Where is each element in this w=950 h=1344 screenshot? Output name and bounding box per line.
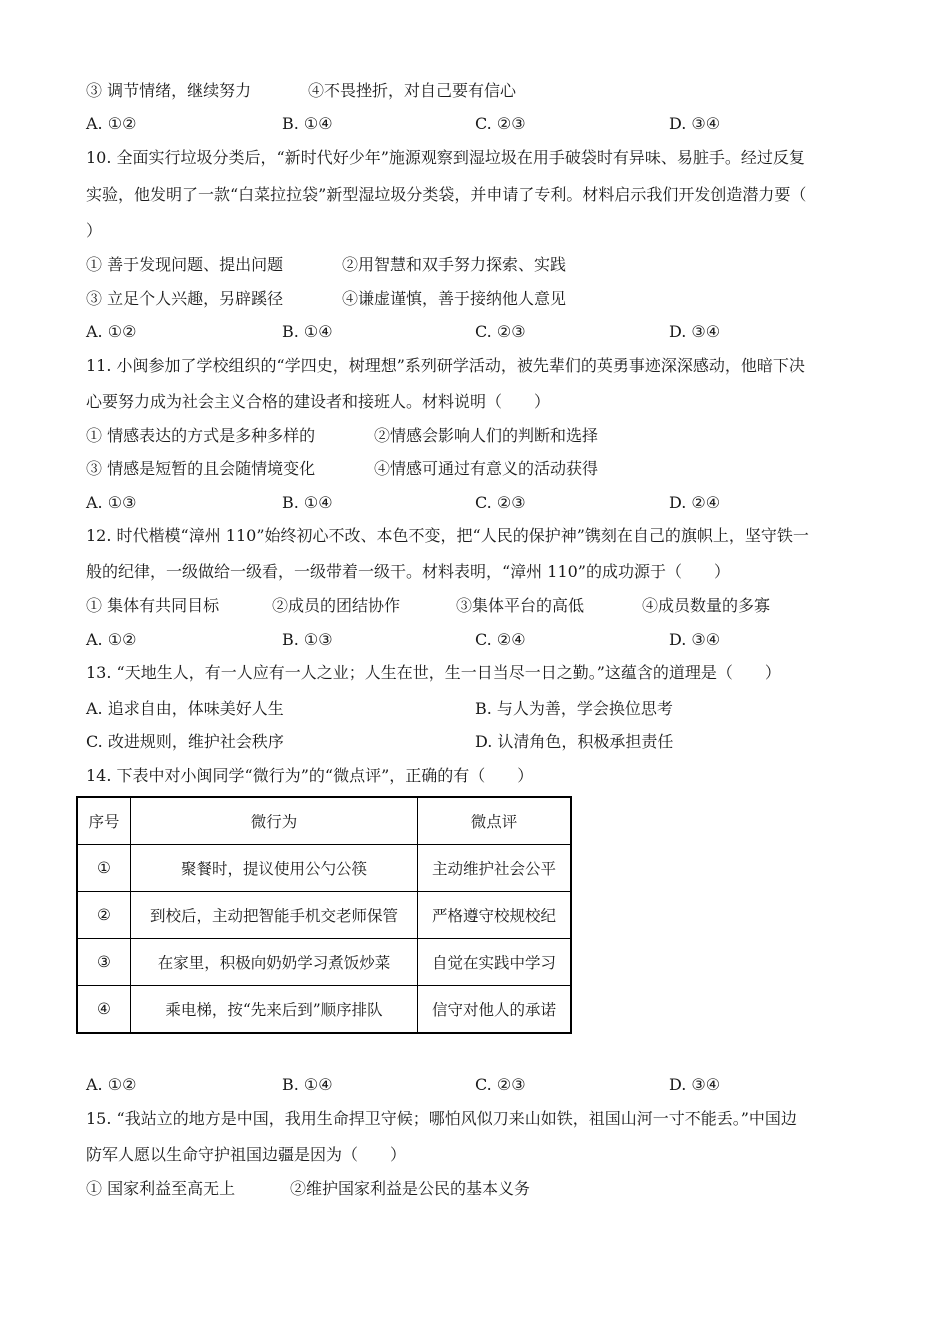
q12-stem-line2: 般的纪律，一级做给一级看，一级带着一级干。材料表明，“漳州 110”的成功源于（ ） [86,562,730,581]
q14-row4-behavior: 乘电梯，按“先来后到”顺序排队 [131,986,418,1034]
q11-options-row2 [86,458,866,480]
q12-option-2: ②成员的团结协作 [272,596,401,615]
q12-option-4: ④成员数量的多寡 [642,596,771,615]
q10-stem-line2: 实验，他发明了一款“白菜拉拉袋”新型湿垃圾分类袋，并申请了专利。材料启示我们开发创造潜力要（ [86,185,807,204]
q12-choice-a: A. ①② [86,630,137,649]
q15-option-2: ②维护国家利益是公民的基本义务 [290,1179,531,1198]
q9-choice-b: B. ①④ [282,114,333,133]
q14-row3-no: ③ [77,939,131,986]
table-row [77,986,571,1034]
q10-option-3: ③ 立足个人兴趣，另辟蹊径 [86,289,284,308]
q11-stem-line2: 心要努力成为社会主义合格的建设者和接班人。材料说明（ ） [86,392,551,411]
q15-stem-line1: 15. “我站立的地方是中国，我用生命捍卫守候；哪怕风似刀来山如铁，祖国山河一寸不能丢。”中国边 [86,1109,797,1128]
q12-choice-d: D. ③④ [669,630,721,649]
q14-row3-comment: 自觉在实践中学习 [418,939,572,986]
q14-table-header [77,797,571,845]
q11-choice-c: C. ②③ [475,493,526,512]
q15-stem-line2: 防军人愿以生命守护祖国边疆是因为（ ） [86,1145,407,1164]
q14-header-comment: 微点评 [418,797,572,845]
q11-option-3: ③ 情感是短暂的且会随情境变化 [86,459,316,478]
q10-choices [86,321,866,343]
q12-choices [86,629,866,651]
q10-choice-c: C. ②③ [475,322,526,341]
q14-header-no: 序号 [77,797,131,845]
q12-choice-c: C. ②④ [475,630,526,649]
q11-choices [86,492,866,514]
q14-row2-behavior: 到校后，主动把智能手机交老师保管 [131,892,418,939]
q14-choice-d: D. ③④ [669,1075,721,1094]
q9-option-4: ④不畏挫折，对自己要有信心 [308,81,517,100]
q14-choice-c: C. ②③ [475,1075,526,1094]
q9-choice-c: C. ②③ [475,114,526,133]
q14-row1-comment: 主动维护社会公平 [418,845,572,892]
q14-row4-no: ④ [77,986,131,1034]
q11-choice-b: B. ①④ [282,493,333,512]
q11-options-row1 [86,425,866,447]
q14-stem-line1: 14. 下表中对小闽同学“微行为”的“微点评”，正确的有（ ） [86,766,534,785]
q13-stem-line1: 13. “天地生人，有一人应有一人之业；人生在世，生一日当尽一日之勤。”这蕴含的道理是（ ） [86,663,781,682]
q15-options-row1 [86,1178,866,1200]
q14-table [76,796,572,1034]
q12-options [86,595,866,617]
q10-option-2: ②用智慧和双手努力探索、实践 [342,255,567,274]
q10-options-row1 [86,254,866,276]
q9-options-row [86,80,866,102]
q13-choice-a: A. 追求自由，体味美好人生 [86,699,284,718]
q9-option-3: ③ 调节情绪，继续努力 [86,81,252,100]
q13-choice-c: C. 改进规则，维护社会秩序 [86,732,284,751]
q9-choice-d: D. ③④ [669,114,721,133]
q14-row1-no: ① [77,845,131,892]
q13-choices-row2 [86,731,866,753]
q9-choice-a: A. ①② [86,114,137,133]
q10-stem-line3: ） [86,221,103,240]
q10-option-4: ④谦虚谨慎，善于接纳他人意见 [342,289,567,308]
table-row [77,939,571,986]
q10-choice-b: B. ①④ [282,322,333,341]
q14-row2-comment: 严格遵守校规校纪 [418,892,572,939]
q11-option-2: ②情感会影响人们的判断和选择 [374,426,599,445]
q12-option-1: ① 集体有共同目标 [86,596,220,615]
q13-choice-b: B. 与人为善，学会换位思考 [475,699,673,718]
q14-row1-behavior: 聚餐时，提议使用公勺公筷 [131,845,418,892]
q14-choice-a: A. ①② [86,1075,137,1094]
q9-choices [86,113,866,135]
q14-row2-no: ② [77,892,131,939]
q10-choice-a: A. ①② [86,322,137,341]
q14-row3-behavior: 在家里，积极向奶奶学习煮饭炒菜 [131,939,418,986]
q11-option-4: ④情感可通过有意义的活动获得 [374,459,599,478]
q10-option-1: ① 善于发现问题、提出问题 [86,255,284,274]
q14-choices [86,1074,866,1096]
q15-option-1: ① 国家利益至高无上 [86,1179,236,1198]
q10-options-row2 [86,288,866,310]
q11-choice-d: D. ②④ [669,493,721,512]
q14-choice-b: B. ①④ [282,1075,333,1094]
table-row [77,845,571,892]
q10-stem-line1: 10. 全面实行垃圾分类后，“新时代好少年”施源观察到湿垃圾在用手破袋时有异味、易脏手。经过反复 [86,148,805,167]
q13-choices-row1 [86,698,866,720]
q14-row4-comment: 信守对他人的承诺 [418,986,572,1034]
table-row [77,892,571,939]
q11-choice-a: A. ①③ [86,493,137,512]
q10-choice-d: D. ③④ [669,322,721,341]
q12-stem-line1: 12. 时代楷模“漳州 110”始终初心不改、本色不变，把“人民的保护神”镌刻在自己的旗帜上，坚守铁一 [86,526,809,545]
q12-choice-b: B. ①③ [282,630,333,649]
q11-stem-line1: 11. 小闽参加了学校组织的“学四史，树理想”系列研学活动，被先辈们的英勇事迹深深感动，他暗下决 [86,356,805,375]
q14-header-behavior: 微行为 [131,797,418,845]
q11-option-1: ① 情感表达的方式是多种多样的 [86,426,316,445]
q12-option-3: ③集体平台的高低 [456,596,585,615]
q13-choice-d: D. 认清角色，积极承担责任 [475,732,674,751]
